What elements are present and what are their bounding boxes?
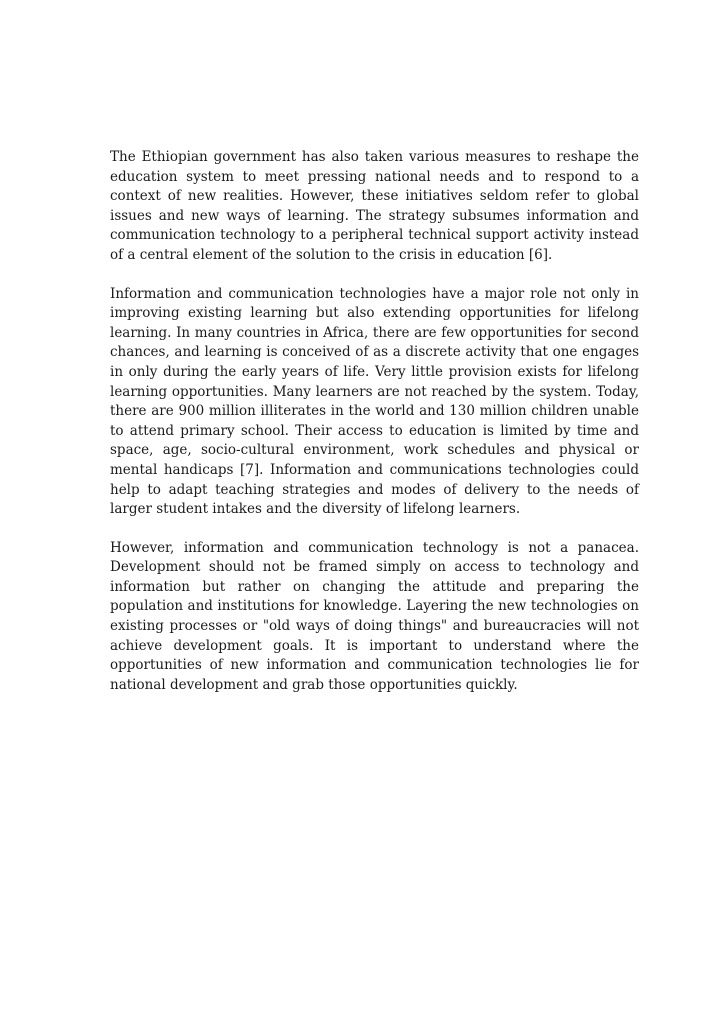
body-text xyxy=(110,148,639,714)
paragraph-3: However, information and communication technology is not a panacea. Development should not be framed simply on access to technology and information but rather on changing the attitude and preparing the population and institutions for knowledge. Layering the new technologies on existing processes or "old ways of doing things" and bureaucracies will not achieve development goals. It is important to understand where the opportunities of new information and communication technologies lie for national development and grab those opportunities quickly. xyxy=(110,539,639,693)
paragraph-1: The Ethiopian government has also taken various measures to reshape the education system to meet pressing national needs and to respond to a context of new realities. However, these initiatives seldom refer to global issues and new ways of learning. The strategy subsumes information and communication technology to a peripheral technical support activity instead of a central element of the solution to the crisis in education [6]. xyxy=(110,149,639,263)
paragraph-2: Information and communication technologies have a major role not only in improving existing learning but also extending opportunities for lifelong learning. In many countries in Africa, there are few opportunities for second chances, and learning is conceived of as a discrete activity that one engages in only during the early years of life. Very little provision exists for lifelong learning opportunities. Many learners are not reached by the system. Today, there are 900 million illiterates in the world and 130 million children unable to attend primary school. Their access to education is limited by time and space, age, socio-cultural environment, work schedules and physical or mental handicaps [7]. Information and communications technologies could help to adapt teaching strategies and modes of delivery to the needs of larger student intakes and the diversity of lifelong learners. xyxy=(110,285,639,518)
